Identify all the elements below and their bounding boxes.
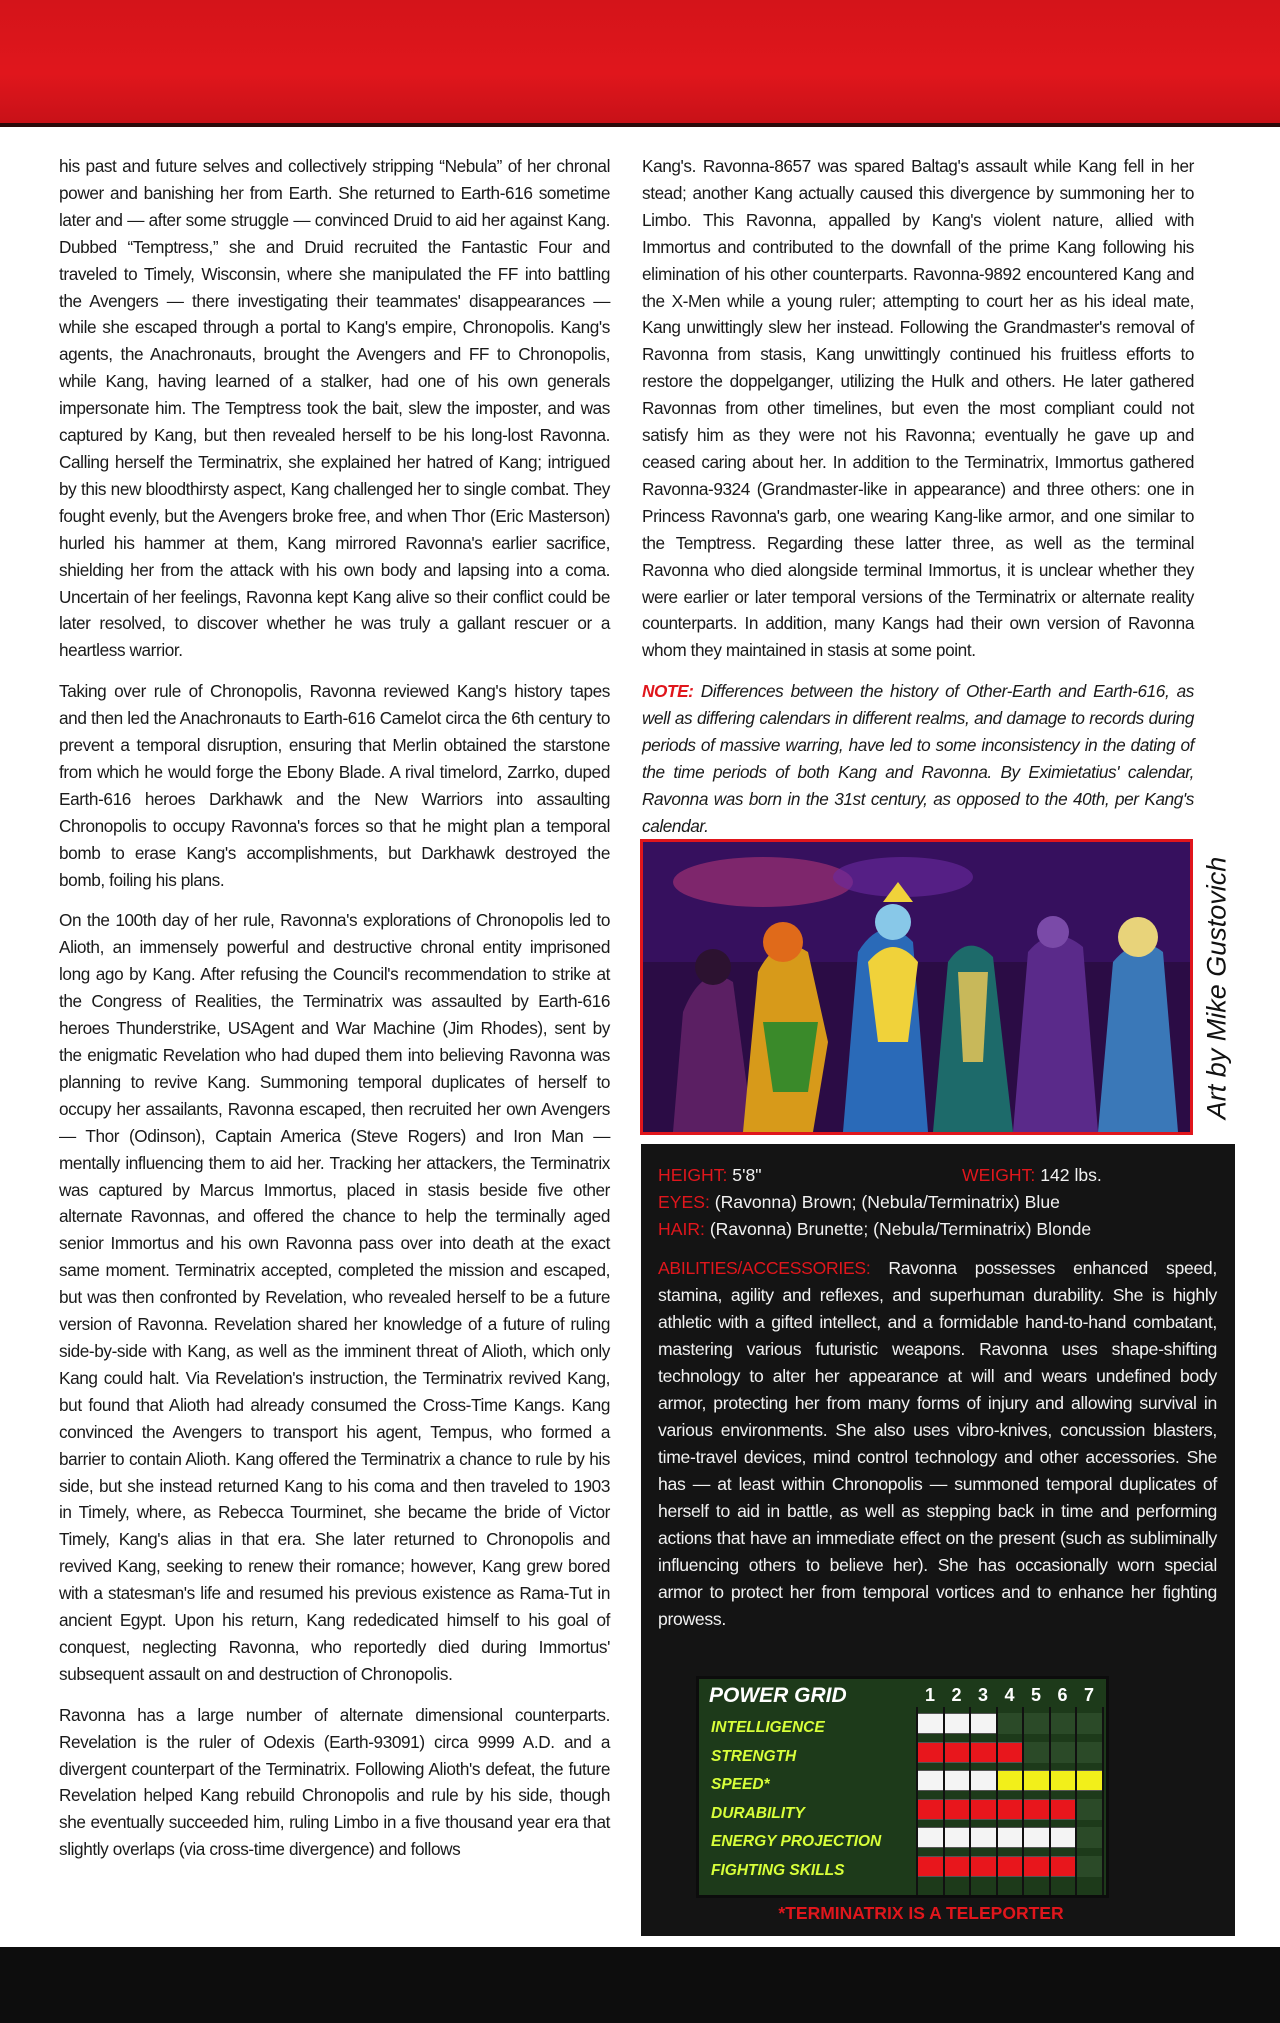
note-text: Differences between the history of Other-Earth and Earth-616, as well as differing calendars in different realms, and damage to records during periods of massive warring, have led to some inconsistency in the dating of the time periods of both Kang and Ravonna. By Eximietatius' calendar, Ravonna was born in the 31st century, as opposed to the 40th, per Kang's calendar. [642, 681, 1194, 836]
abilities-text [658, 1255, 1217, 1633]
power-grid-bar [917, 1770, 997, 1791]
power-grid-row-label: STRENGTH [711, 1747, 797, 1765]
power-grid-divider [1075, 1707, 1077, 1895]
power-grid [696, 1676, 1109, 1898]
bio-paragraph: On the 100th day of her rule, Ravonna's explorations of Chronopolis led to Alioth, an immensely powerful and destructive chronal entity imprisoned long ago by Kang. After refusing the Council's recommendation to strike at the Congress of Realities, the Terminatrix was assaulted by Earth-616 heroes Thunderstrike, USAgent and War Machine (Jim Rhodes), sent by the enigmatic Revelation who had duped them into believing Ravonna was planning to revive Kang. Summoning temporal duplicates of herself to occupy her assailants, Ravonna escaped, then recruited her own Avengers — Thor (Odinson), Captain America (Steve Rogers) and Iron Man — mentally influencing them to aid her. Tracking her attackers, the Terminatrix was captured by Marcus Immortus, placed in stasis beside five other alternate Ravonnas, and offered the chance to help the terminally aged senior Immortus and his own Ravonna pass over into death at the exact same moment. Terminatrix accepted, completed the mission and escaped, but was then confronted by Revelation, who revealed herself to be a future version of Ravonna. Revelation shared her knowledge of a future of ruling side-by-side with Kang, as well as the imminent threat of Alioth, which only Kang could halt. Via Revelation's instruction, the Terminatrix revived Kang, but found that Alioth had already consumed the Cross-Time Kangs. Kang convinced the Avengers to transport his agent, Tempus, who formed a barrier to contain Alioth. Kang offered the Terminatrix a chance to rule by his side, but she instead returned Kang to his coma and then traveled to 1903 in Timely, where, as Rebecca Tourminet, she became the bride of Victor Timely, Kang's alias in that era. She later returned to Chronopolis and revived Kang, seeking to renew their romance; however, Kang grew bored with a statesman's life and resumed his previous existence as Rama-Tut in ancient Egypt. Upon his return, Kang rededicated himself to his goal of conquest, neglecting Ravonna, who reportedly died during Immortus' subsequent assault on and destruction of Chronopolis. [59, 910, 610, 1684]
bio-left-column [59, 153, 610, 1877]
eyes-label: EYES: [658, 1192, 710, 1212]
hair-row [658, 1216, 1217, 1243]
bio-right-column [642, 153, 1194, 854]
bottom-banner [0, 1947, 1280, 2023]
power-grid-scale-number: 2 [951, 1685, 962, 1705]
power-grid-divider [996, 1707, 998, 1895]
power-grid-divider [1022, 1707, 1024, 1895]
height-label: HEIGHT: [658, 1165, 728, 1185]
character-artwork [640, 839, 1193, 1135]
note-label: NOTE: [642, 681, 694, 702]
power-grid-scale-number: 3 [977, 1685, 988, 1705]
power-grid-footnote: *TERMINATRIX IS A TELEPORTER [778, 1903, 1064, 1923]
hair-label: HAIR: [658, 1219, 705, 1239]
power-grid-title: POWER GRID [709, 1684, 847, 1707]
eyes-row [658, 1189, 1217, 1216]
power-grid-scale-number: 5 [1030, 1685, 1041, 1705]
bio-paragraph: Ravonna has a large number of alternate dimensional counterparts. Revelation is the ruler of Odexis (Earth-93091) circa 9999 A.D. and a divergent counterpart of the Terminatrix. Following Alioth's defeat, the future Revelation helped Kang rebuild Chronopolis and rule by his side, though she eventually succeeded him, ruling Limbo in a five thousand year era that slightly overlaps (via cross-time divergence) and follows [59, 1704, 610, 1860]
power-grid-bar [917, 1713, 997, 1734]
bio-paragraph: Kang's. Ravonna-8657 was spared Baltag's assault while Kang fell in her stead; another Kang actually caused this divergence by summoning her to Limbo. This Ravonna, appalled by Kang's violent nature, allied with Immortus and contributed to the downfall of the prime Kang following his elimination of his other counterparts. Ravonna-9892 encountered Kang and the X-Men while a young ruler; attempting to court her as his ideal mate, Kang unwittingly slew her instead. Following the Grandmaster's removal of Ravonna from stasis, Kang unwittingly continued his fruitless efforts to restore the doppelganger, utilizing the Hulk and others. He later gathered Ravonnas from other timelines, but even the most compliant could not satisfy him as they were not his Ravonna; eventually he gave up and ceased caring about her. In addition to the Terminatrix, Immortus gathered Ravonna-9324 (Grandmaster-like in appearance) and three others: one in Princess Ravonna's garb, one wearing Kang-like armor, and one similar to the Temptress. Regarding these latter three, as well as the terminal Ravonna who died alongside terminal Immortus, it is unclear whether they were earlier or later temporal versions of the Terminatrix or alternate reality counterparts. In addition, many Kangs had their own version of Ravonna whom they maintained in stasis at some point. [642, 156, 1194, 661]
bio-paragraph: his past and future selves and collectively stripping “Nebula” of her chronal power and banishing her from Earth. She returned to Earth-616 sometime later and — after some struggle — convinced Druid to aid her against Kang. Dubbed “Temptress,” she and Druid recruited the Fantastic Four and traveled to Timely, Wisconsin, where she manipulated the FF into battling the Avengers — there investigating their teammates' disappearances — while she escaped through a portal to Kang's empire, Chronopolis. Kang's agents, the Anachronauts, brought the Avengers and FF to Chronopolis, while Kang, having learned of a stalker, had one of his own generals impersonate him. The Temptress took the bait, slew the imposter, and was captured by Kang, but then revealed herself to be his long-lost Ravonna. Calling herself the Terminatrix, she explained her hatred of Kang; intrigued by this new bloodthirsty aspect, Kang challenged her to single combat. They fought evenly, but the Avengers broke free, and when Thor (Eric Masterson) hurled his hammer at them, Kang mirrored Ravonna's earlier sacrifice, shielding her from the attack with his own body and lapsing into a coma. Uncertain of her feelings, Ravonna kept Kang alive so their conflict could be later resolved, to discover whether he was truly a gallant rescuer or a heartless warrior. [59, 156, 610, 661]
power-grid-row-label: FIGHTING SKILLS [711, 1861, 845, 1879]
abilities-label: ABILITIES/ACCESSORIES: [658, 1258, 871, 1278]
eyes-value: (Ravonna) Brown; (Nebula/Terminatrix) Blue [714, 1192, 1060, 1212]
art-credit [1197, 838, 1237, 1138]
power-grid-divider [1102, 1707, 1104, 1895]
height-weight-row [658, 1162, 1217, 1189]
weight-label: WEIGHT: [962, 1165, 1036, 1185]
top-banner [0, 0, 1280, 127]
abilities-value: Ravonna possesses enhanced speed, stamina, agility and reflexes, and superhuman durability. She is highly athletic with a gifted intellect, and a formidable hand-to-hand combatant, mastering various futuristic weapons. Ravonna uses shape-shifting technology to alter her appearance at will and wears undefined body armor, protecting her from many forms of injury and allowing survival in various environments. She also uses vibro-knives, concussion blasters, time-travel devices, mind control technology and other accessories. She has — at least within Chronopolis — summoned temporal duplicates of herself to aid in battle, as well as stepping back in time and performing actions that have an immediate effect on the present (such as subliminally influencing others to believe her). She has occasionally worn special armor to protect her from temporal vortices and to enhance her fighting prowess. [658, 1258, 1217, 1629]
power-grid-divider [943, 1707, 945, 1895]
hair-value: (Ravonna) Brunette; (Nebula/Terminatrix) Blonde [709, 1219, 1092, 1239]
bio-paragraph: Taking over rule of Chronopolis, Ravonna reviewed Kang's history tapes and then led the Anachronauts to Earth-616 Camelot circa the 6th century to prevent a temporal disruption, ensuring that Merlin obtained the starstone from which he would forge the Ebony Blade. A rival timelord, Zarrko, duped Earth-616 heroes Darkhawk and the New Warriors into assaulting Chronopolis to occupy Ravonna's forces so that he might plan a temporal bomb to erase Kang's accomplishments, but Darkhawk destroyed the bomb, foiling his plans. [59, 681, 610, 890]
power-grid-scale-number: 6 [1057, 1685, 1068, 1705]
power-grid-scale-number: 1 [924, 1685, 935, 1705]
art-credit-text: Art by Mike Gustovich [1201, 856, 1232, 1120]
power-grid-row-label: DURABILITY [711, 1804, 805, 1822]
power-grid-divider [1049, 1707, 1051, 1895]
power-grid-divider [916, 1707, 918, 1895]
power-grid-row-label: ENERGY PROJECTION [711, 1833, 882, 1850]
character-stats-panel [641, 1144, 1235, 1936]
weight-value: 142 lbs. [1040, 1165, 1102, 1185]
power-grid-row-label: INTELLIGENCE [711, 1719, 825, 1736]
power-grid-scale-number: 4 [1004, 1685, 1015, 1705]
height-value: 5'8" [732, 1165, 762, 1185]
power-grid-divider [969, 1707, 971, 1895]
artwork-illustration [643, 842, 1190, 1132]
power-grid-scale-number: 7 [1083, 1685, 1094, 1705]
note [642, 678, 1194, 839]
power-grid-row-label: SPEED* [711, 1776, 770, 1793]
